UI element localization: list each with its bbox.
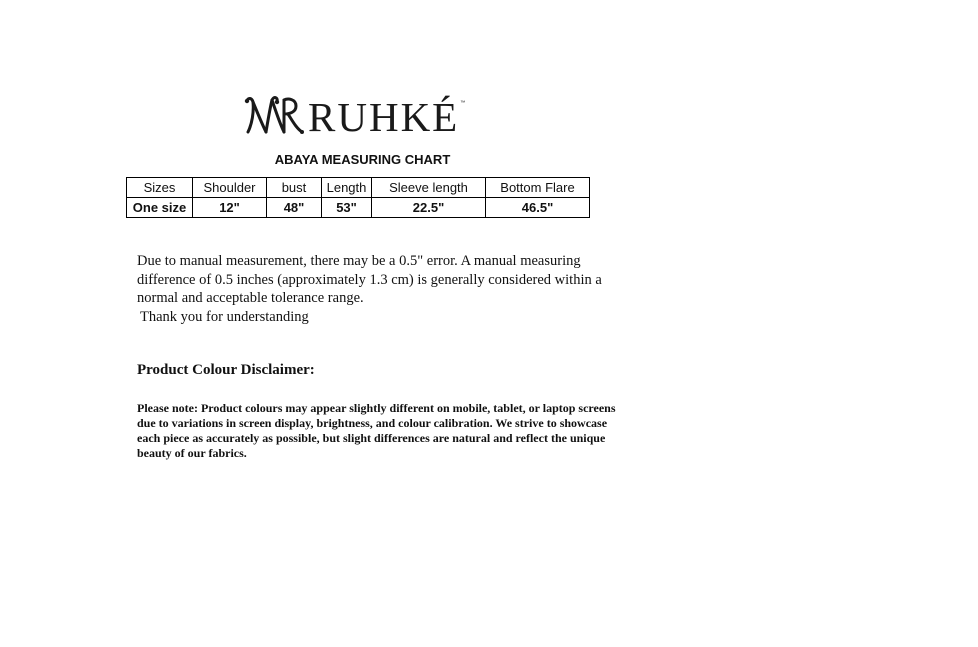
measuring-chart-title: ABAYA MEASURING CHART: [274, 152, 451, 167]
header-bottom-flare: Bottom Flare: [486, 178, 590, 198]
table-header-row: [127, 178, 590, 198]
brand-logo: [244, 92, 484, 140]
monogram-logo-icon: [244, 94, 306, 138]
measurement-note: [137, 252, 607, 326]
thanks-text: Thank you for understanding: [140, 308, 309, 325]
colour-disclaimer-body: Please note: Product colours may appear slightly different on mobile, tablet, or laptop screens due to variations in screen display, brightness, and colour calibration. We strive to showcase each piece as accurately as possible, but slight differences are natural and reflect the unique beauty of our fabrics.: [137, 401, 616, 460]
cell-size: One size: [127, 198, 193, 218]
brand-wordmark: RUHKÉ: [308, 93, 460, 140]
header-shoulder: Shoulder: [193, 178, 267, 198]
measuring-chart-table: [126, 177, 590, 218]
cell-length: 53": [322, 198, 372, 218]
header-sizes: Sizes: [127, 178, 193, 198]
measurement-note-text: Due to manual measurement, there may be a 0.5" error. A manual measuring difference of 0.5 inches (approximately 1.3 cm) is generally considered within a normal and acceptable tolerance range.: [137, 253, 602, 306]
header-sleeve-length: Sleeve length: [372, 178, 486, 198]
header-bust: bust: [267, 178, 322, 198]
header-length: Length: [322, 178, 372, 198]
cell-sleeve-length: 22.5": [372, 198, 486, 218]
trademark-symbol: ™: [460, 100, 466, 106]
cell-bust: 48": [267, 198, 322, 218]
colour-disclaimer-title: Product Colour Disclaimer:: [137, 362, 315, 378]
table-row: [127, 198, 590, 218]
cell-bottom-flare: 46.5": [486, 198, 590, 218]
cell-shoulder: 12": [193, 198, 267, 218]
